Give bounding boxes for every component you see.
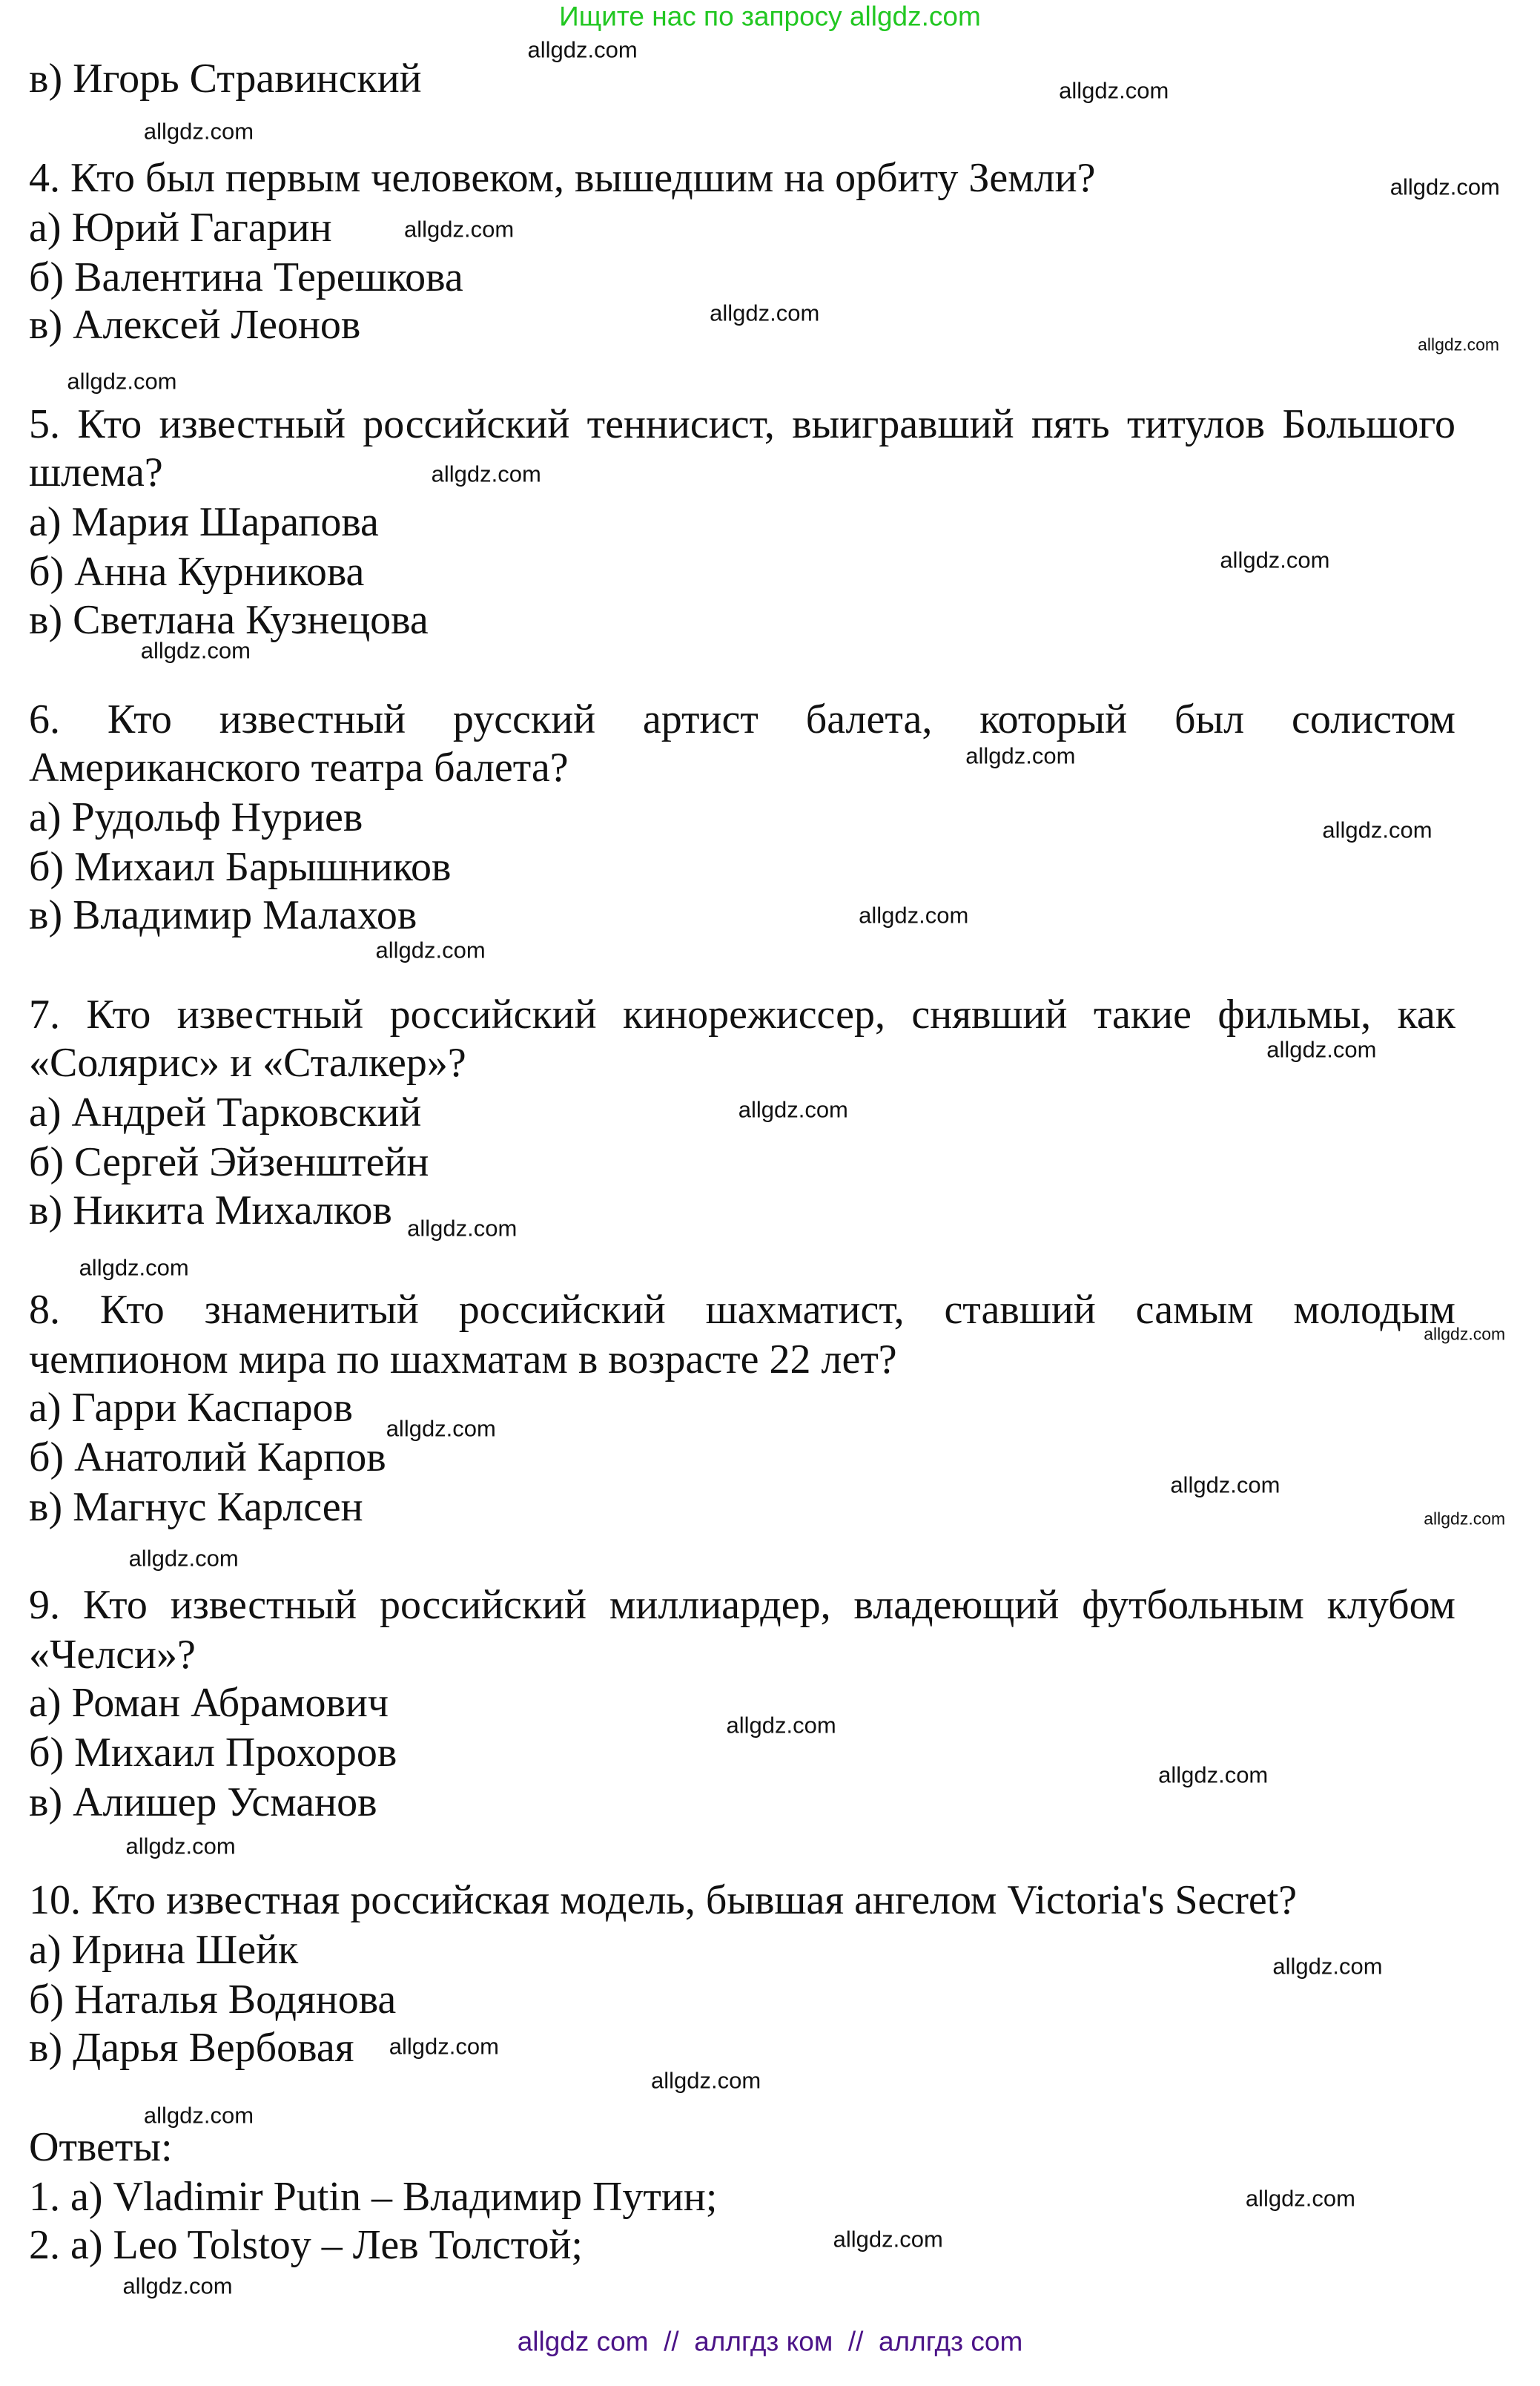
question-line: в) Светлана Кузнецова <box>29 597 429 644</box>
question-line: «Челси»? <box>29 1631 196 1678</box>
watermark-text: allgdz.com <box>143 118 254 145</box>
question-line: шлема? <box>29 449 163 496</box>
watermark-text: allgdz.com <box>527 36 638 63</box>
watermark-text: allgdz.com <box>1418 334 1500 355</box>
watermark-text: allgdz.com <box>1424 1509 1506 1529</box>
question-line: 6. Кто известный русский артист балета, который был солистом <box>29 696 1455 743</box>
watermark-text: allgdz.com <box>143 2102 254 2129</box>
watermark-text: allgdz.com <box>1424 1324 1506 1344</box>
search-banner: Ищите нас по запросу allgdz.com <box>559 1 981 32</box>
question-line: а) Мария Шарапова <box>29 499 379 546</box>
watermark-text: allgdz.com <box>404 216 515 243</box>
answer-line: 2. а) Leo Tolstoy – Лев Толстой; <box>29 2221 583 2268</box>
question-line: а) Ирина Шейк <box>29 1926 299 1973</box>
watermark-text: allgdz.com <box>1389 174 1500 200</box>
question-line: 4. Кто был первым человеком, вышедшим на орбиту Земли? <box>29 154 1096 201</box>
question-line: 5. Кто известный российский теннисист, выигравший пять титулов Большого <box>29 401 1455 448</box>
watermark-text: allgdz.com <box>650 2067 761 2094</box>
question-line: «Солярис» и «Сталкер»? <box>29 1040 466 1087</box>
watermark-text: allgdz.com <box>710 300 820 326</box>
question-line: б) Михаил Барышников <box>29 844 452 891</box>
watermark-text: allgdz.com <box>1170 1472 1280 1498</box>
question-line: б) Сергей Эйзенштейн <box>29 1139 429 1186</box>
watermark-text: allgdz.com <box>1322 817 1432 843</box>
watermark-text: allgdz.com <box>386 1415 496 1442</box>
watermark-text: allgdz.com <box>833 2226 943 2252</box>
watermark-text: allgdz.com <box>140 637 251 664</box>
question-line: 8. Кто знаменитый российский шахматист, ставший самым молодым <box>29 1287 1455 1334</box>
footer-links[interactable]: allgdz com // аллгдз ком // аллгдз com <box>517 2326 1023 2357</box>
watermark-text: allgdz.com <box>1266 1036 1377 1063</box>
watermark-text: allgdz.com <box>1059 77 1169 104</box>
question-line: б) Анна Курникова <box>29 549 365 596</box>
question-line: 7. Кто известный российский кинорежиссер, снявший такие фильмы, как <box>29 992 1455 1038</box>
watermark-text: allgdz.com <box>128 1545 239 1572</box>
question-line: а) Рудольф Нуриев <box>29 794 363 841</box>
watermark-text: allgdz.com <box>407 1215 518 1242</box>
question-line: б) Анатолий Карпов <box>29 1434 386 1481</box>
question-line: в) Игорь Стравинский <box>29 55 422 102</box>
question-line: в) Алексей Леонов <box>29 302 361 349</box>
watermark-text: allgdz.com <box>389 2033 499 2060</box>
watermark-text: allgdz.com <box>1245 2185 1355 2212</box>
question-line: в) Алишер Усманов <box>29 1779 377 1825</box>
answer-line: Ответы: <box>29 2123 173 2170</box>
watermark-text: allgdz.com <box>1158 1762 1269 1788</box>
watermark-text: allgdz.com <box>79 1254 189 1281</box>
question-line: 9. Кто известный российский миллиардер, владеющий футбольным клубом <box>29 1581 1455 1628</box>
question-line: б) Михаил Прохоров <box>29 1729 397 1776</box>
question-line: б) Валентина Терешкова <box>29 254 463 300</box>
watermark-text: allgdz.com <box>726 1712 836 1739</box>
question-line: а) Андрей Тарковский <box>29 1090 422 1136</box>
question-line: чемпионом мира по шахматам в возрасте 22 лет? <box>29 1337 897 1383</box>
watermark-text: allgdz.com <box>375 937 486 963</box>
question-line: в) Никита Михалков <box>29 1187 392 1234</box>
question-line: 10. Кто известная российская модель, бывшая ангелом Victoria's Secret? <box>29 1876 1298 1923</box>
watermark-text: allgdz.com <box>1272 1953 1383 1980</box>
watermark-text: allgdz.com <box>125 1833 236 1859</box>
watermark-text: allgdz.com <box>859 902 969 929</box>
answer-line: 1. а) Vladimir Putin – Владимир Путин; <box>29 2173 718 2220</box>
question-line: а) Роман Абрамович <box>29 1679 389 1726</box>
question-line: б) Наталья Водянова <box>29 1976 397 2023</box>
question-line: в) Магнус Карлсен <box>29 1484 363 1531</box>
watermark-text: allgdz.com <box>67 368 177 395</box>
watermark-text: allgdz.com <box>738 1096 848 1123</box>
watermark-text: allgdz.com <box>431 461 541 487</box>
question-line: Американского театра балета? <box>29 745 569 791</box>
watermark-text: allgdz.com <box>1220 547 1330 573</box>
question-line: в) Владимир Малахов <box>29 892 417 939</box>
question-line: в) Дарья Вербовая <box>29 2024 354 2071</box>
watermark-text: allgdz.com <box>965 742 1076 769</box>
question-line: а) Гарри Каспаров <box>29 1385 353 1431</box>
question-line: а) Юрий Гагарин <box>29 204 332 251</box>
watermark-text: allgdz.com <box>122 2273 233 2299</box>
